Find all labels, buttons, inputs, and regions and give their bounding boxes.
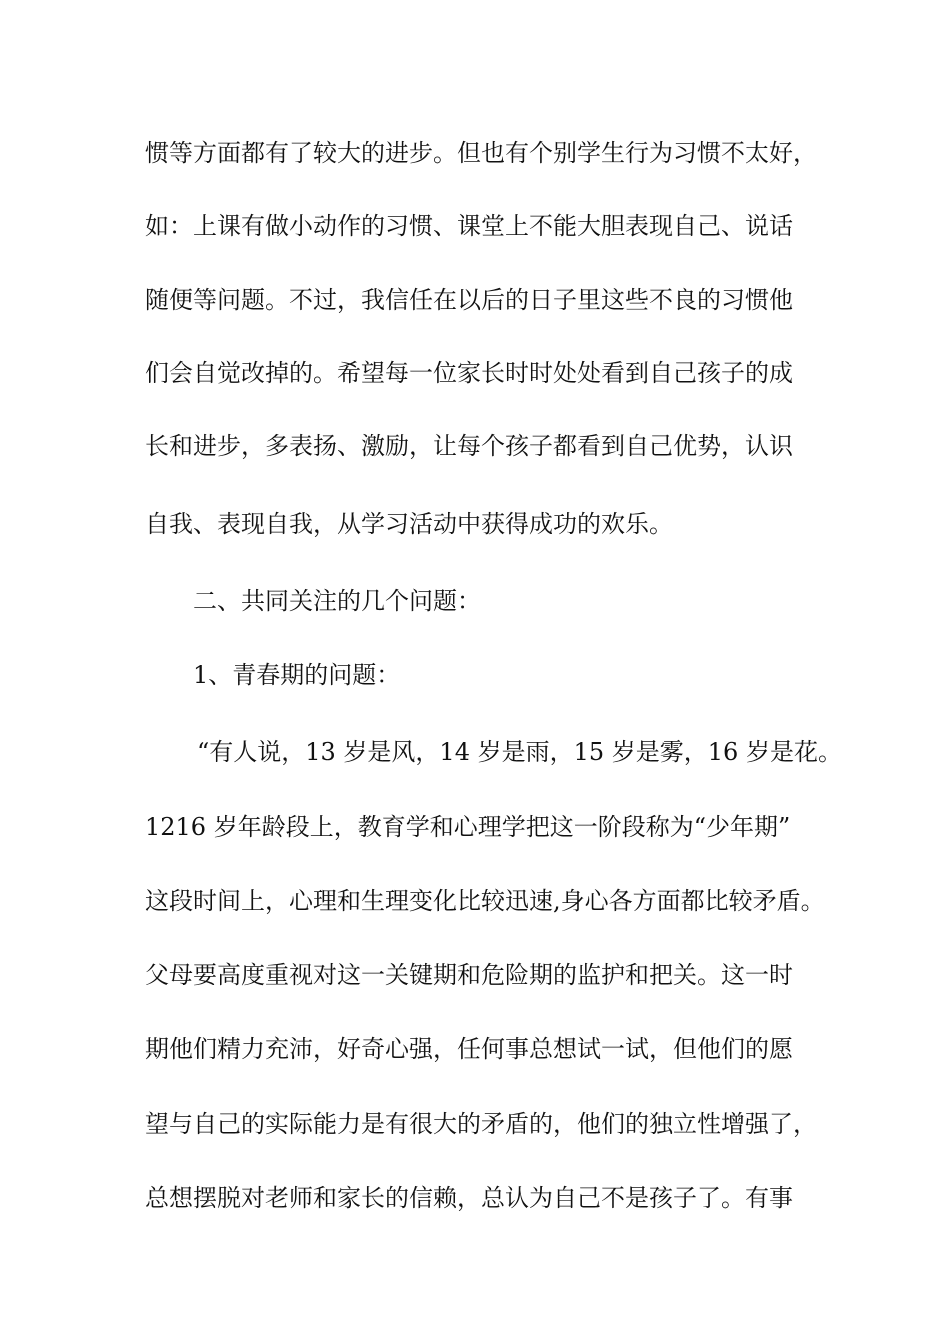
paragraph-line: 惯等方面都有了较大的进步。但也有个别学生行为习惯不太好， — [145, 139, 817, 167]
paragraph-line: 父母要高度重视对这一关键期和危险期的监护和把关。这一时 — [145, 961, 793, 989]
paragraph-line: “有人说，13 岁是风，14 岁是雨，15 岁是雾，16 岁是花。 — [197, 738, 842, 766]
paragraph-line: 总想摆脱对老师和家长的信赖，总认为自己不是孩子了。有事 — [145, 1184, 793, 1212]
paragraph-line: 自我、表现自我，从学习活动中获得成功的欢乐。 — [145, 510, 673, 538]
paragraph-line: 们会自觉改掉的。希望每一位家长时时处处看到自己孩子的成 — [145, 359, 793, 387]
paragraph-line: 期他们精力充沛，好奇心强，任何事总想试一试，但他们的愿 — [145, 1035, 793, 1063]
paragraph-line: 这段时间上，心理和生理变化比较迅速,身心各方面都比较矛盾。 — [145, 887, 825, 915]
paragraph-line: 随便等问题。不过，我信任在以后的日子里这些不良的习惯他 — [145, 286, 793, 314]
paragraph-line: 望与自己的实际能力是有很大的矛盾的，他们的独立性增强了， — [145, 1110, 817, 1138]
paragraph-line: 如：上课有做小动作的习惯、课堂上不能大胆表现自己、说话 — [145, 212, 793, 240]
paragraph-line: 1216 岁年龄段上，教育学和心理学把这一阶段称为“少年期” — [145, 813, 791, 841]
paragraph-line: 长和进步，多表扬、激励，让每个孩子都看到自己优势，认识 — [145, 432, 793, 460]
section-heading: 二、共同关注的几个问题： — [193, 587, 481, 615]
subsection-heading: 1、青春期的问题： — [193, 661, 401, 689]
